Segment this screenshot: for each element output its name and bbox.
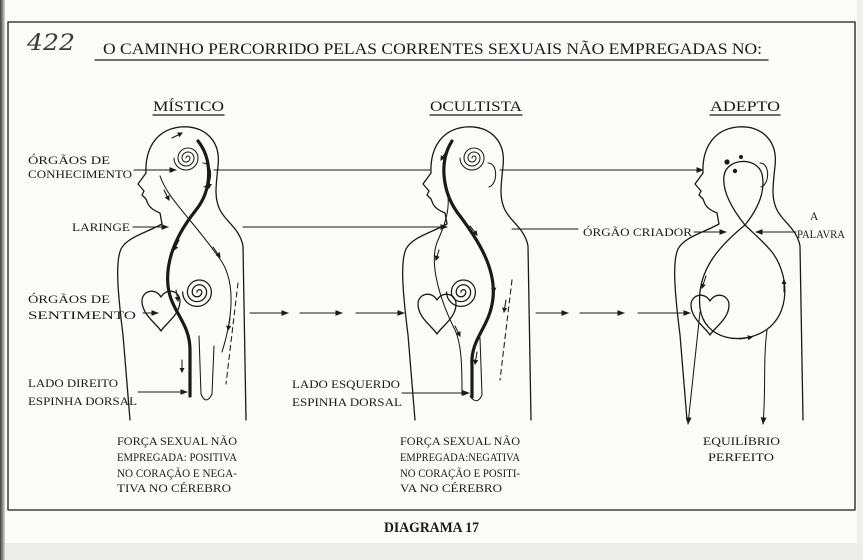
label-creative-organ: ÓRGÃO CRIADOR (583, 227, 679, 239)
caption-line: EMPREGADA: POSITIVA (117, 452, 238, 464)
caption-line: VA NO CÉREBRO (400, 483, 490, 495)
label-knowledge-organs: ÓRGÃOS DE (28, 155, 94, 167)
label-feeling-organs: SENTIMENTO (28, 310, 136, 322)
heading-mystic: MÍSTICO (153, 99, 215, 115)
caption-line: TIVA NO CÉREBRO (117, 483, 218, 495)
label-right-side-spine: ESPINHA DORSAL (28, 396, 137, 408)
label-larynx: LARINGE (72, 222, 130, 234)
handwritten-page-number: 422 (25, 31, 75, 56)
figure-adept-head-point (739, 155, 743, 159)
diagram-title: O CAMINHO PERCORRIDO PELAS CORRENTES SEXUAIS NÃO EMPREGADAS NO: (103, 41, 762, 58)
bottom-shadow-band (0, 543, 863, 560)
label-knowledge-organs: CONHECIMENTO (28, 169, 132, 181)
caption-line: PERFEITO (708, 452, 774, 464)
figure-adept-head-point (733, 169, 737, 173)
caption-line: EMPREGADA:NEGATIVA (400, 452, 521, 464)
label-right-side-spine: LADO DIREITO (28, 378, 118, 390)
caption-line: FORÇA SEXUAL NÃO (117, 436, 231, 448)
label-the-word: A (810, 211, 819, 223)
figure-adept-head-point (724, 159, 729, 164)
caption-line: EQUILÍBRIO (703, 436, 769, 448)
heading-adept: ADEPTO (710, 99, 781, 115)
label-the-word: PALAVRA (797, 229, 846, 241)
diagram-number: DIAGRAMA 17 (384, 520, 479, 536)
label-left-side-spine: ESPINHA DORSAL (292, 397, 402, 409)
heading-occultist: OCULTISTA (430, 99, 523, 115)
right-page-edge (857, 0, 863, 543)
caption-line: NO CORAÇÃO E POSITI- (400, 468, 529, 480)
caption-line: NO CORAÇÃO E NEGA- (117, 468, 242, 480)
left-scan-edge (0, 0, 5, 560)
label-feeling-organs: ÓRGÃOS DE (28, 294, 94, 306)
caption-line: FORÇA SEXUAL NÃO (400, 436, 514, 448)
label-left-side-spine: LADO ESQUERDO (292, 379, 400, 391)
